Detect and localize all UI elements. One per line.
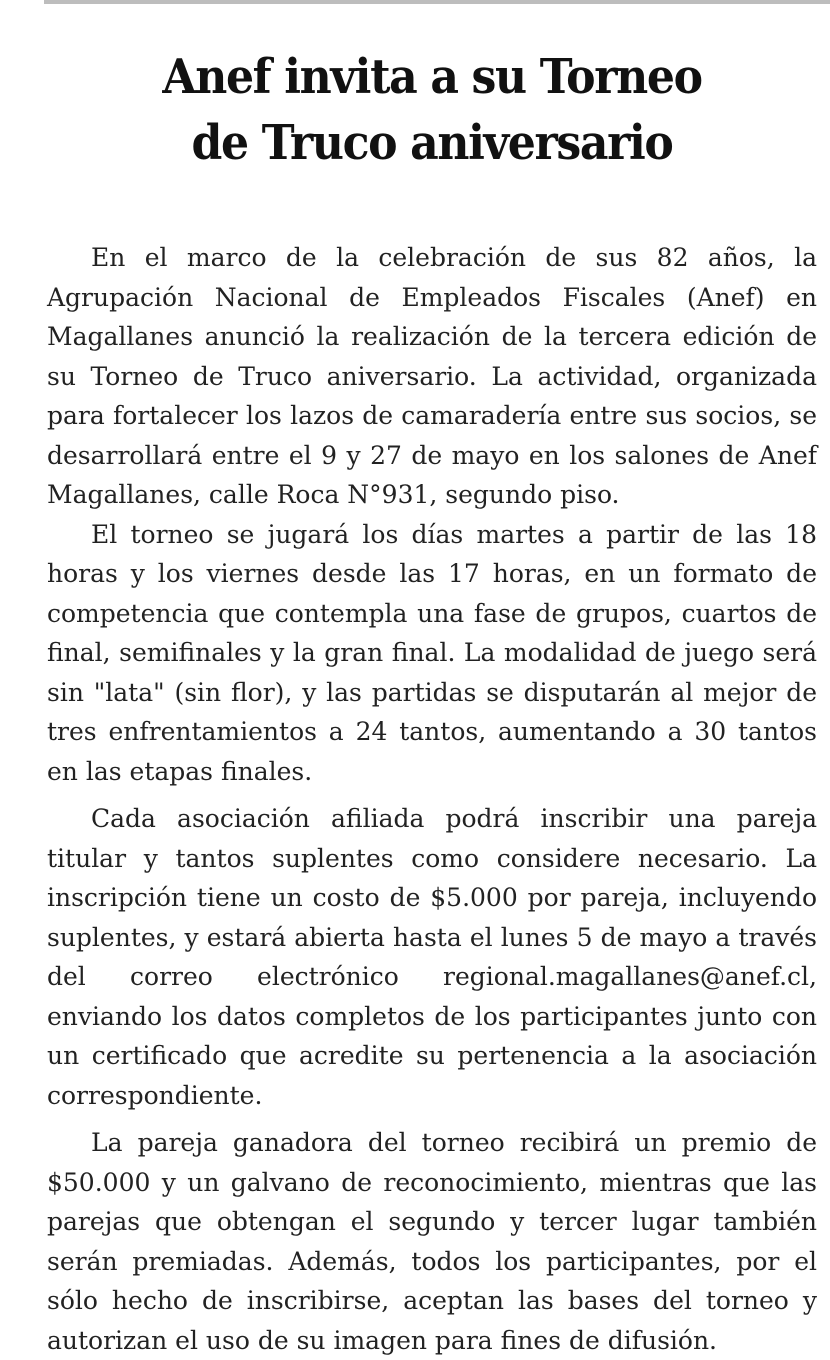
headline-line-2: de Truco aniversario <box>191 115 673 171</box>
article-body <box>47 238 817 1360</box>
article-headline <box>78 44 786 176</box>
paragraph-2: El torneo se jugará los días martes a partir de las 18 horas y los viernes desde las 17 horas, en un formato de competencia que contempla una fase de grupos, cuartos de final, semifinales y la gran final. La modalidad de juego será sin "lata" (sin flor), y las partidas se disputarán al mejor de tres enfrentamientos a 24 tantos, aumentando a 30 tantos en las etapas finales. <box>47 519 817 786</box>
paragraph-3: Cada asociación afiliada podrá inscribir una pareja titular y tantos suplentes como considere necesario. La inscripción tiene un costo de $5.000 por pareja, incluyendo suplentes, y estará abierta hasta el lunes 5 de mayo a través del correo electrónico regional.magallanes@anef.cl, enviando los datos completos de los participantes junto con un certificado que acredite su pertenencia a la asociación correspondiente. <box>47 804 817 1110</box>
paragraph-1: En el marco de la celebración de sus 82 años, la Agrupación Nacional de Empleados Fiscales (Anef) en Magallanes anunció la realización de la tercera edición de su Torneo de Truco aniversario. La actividad, organizada para fortalecer los lazos de camaradería entre sus socios, se desarrollará entre el 9 y 27 de mayo en los salones de Anef Magallanes, calle Roca N°931, segundo piso. <box>47 243 817 509</box>
top-divider <box>44 0 830 4</box>
news-article <box>47 44 817 1360</box>
paragraph-4: La pareja ganadora del torneo recibirá un premio de $50.000 y un galvano de reconocimiento, mientras que las parejas que obtengan el segundo y tercer lugar también serán premiadas. Además, todos los participantes, por el sólo hecho de inscribirse, aceptan las bases del torneo y autorizan el uso de su imagen para fines de difusión. <box>47 1128 817 1355</box>
headline-line-1: Anef invita a su Torneo <box>162 49 702 105</box>
